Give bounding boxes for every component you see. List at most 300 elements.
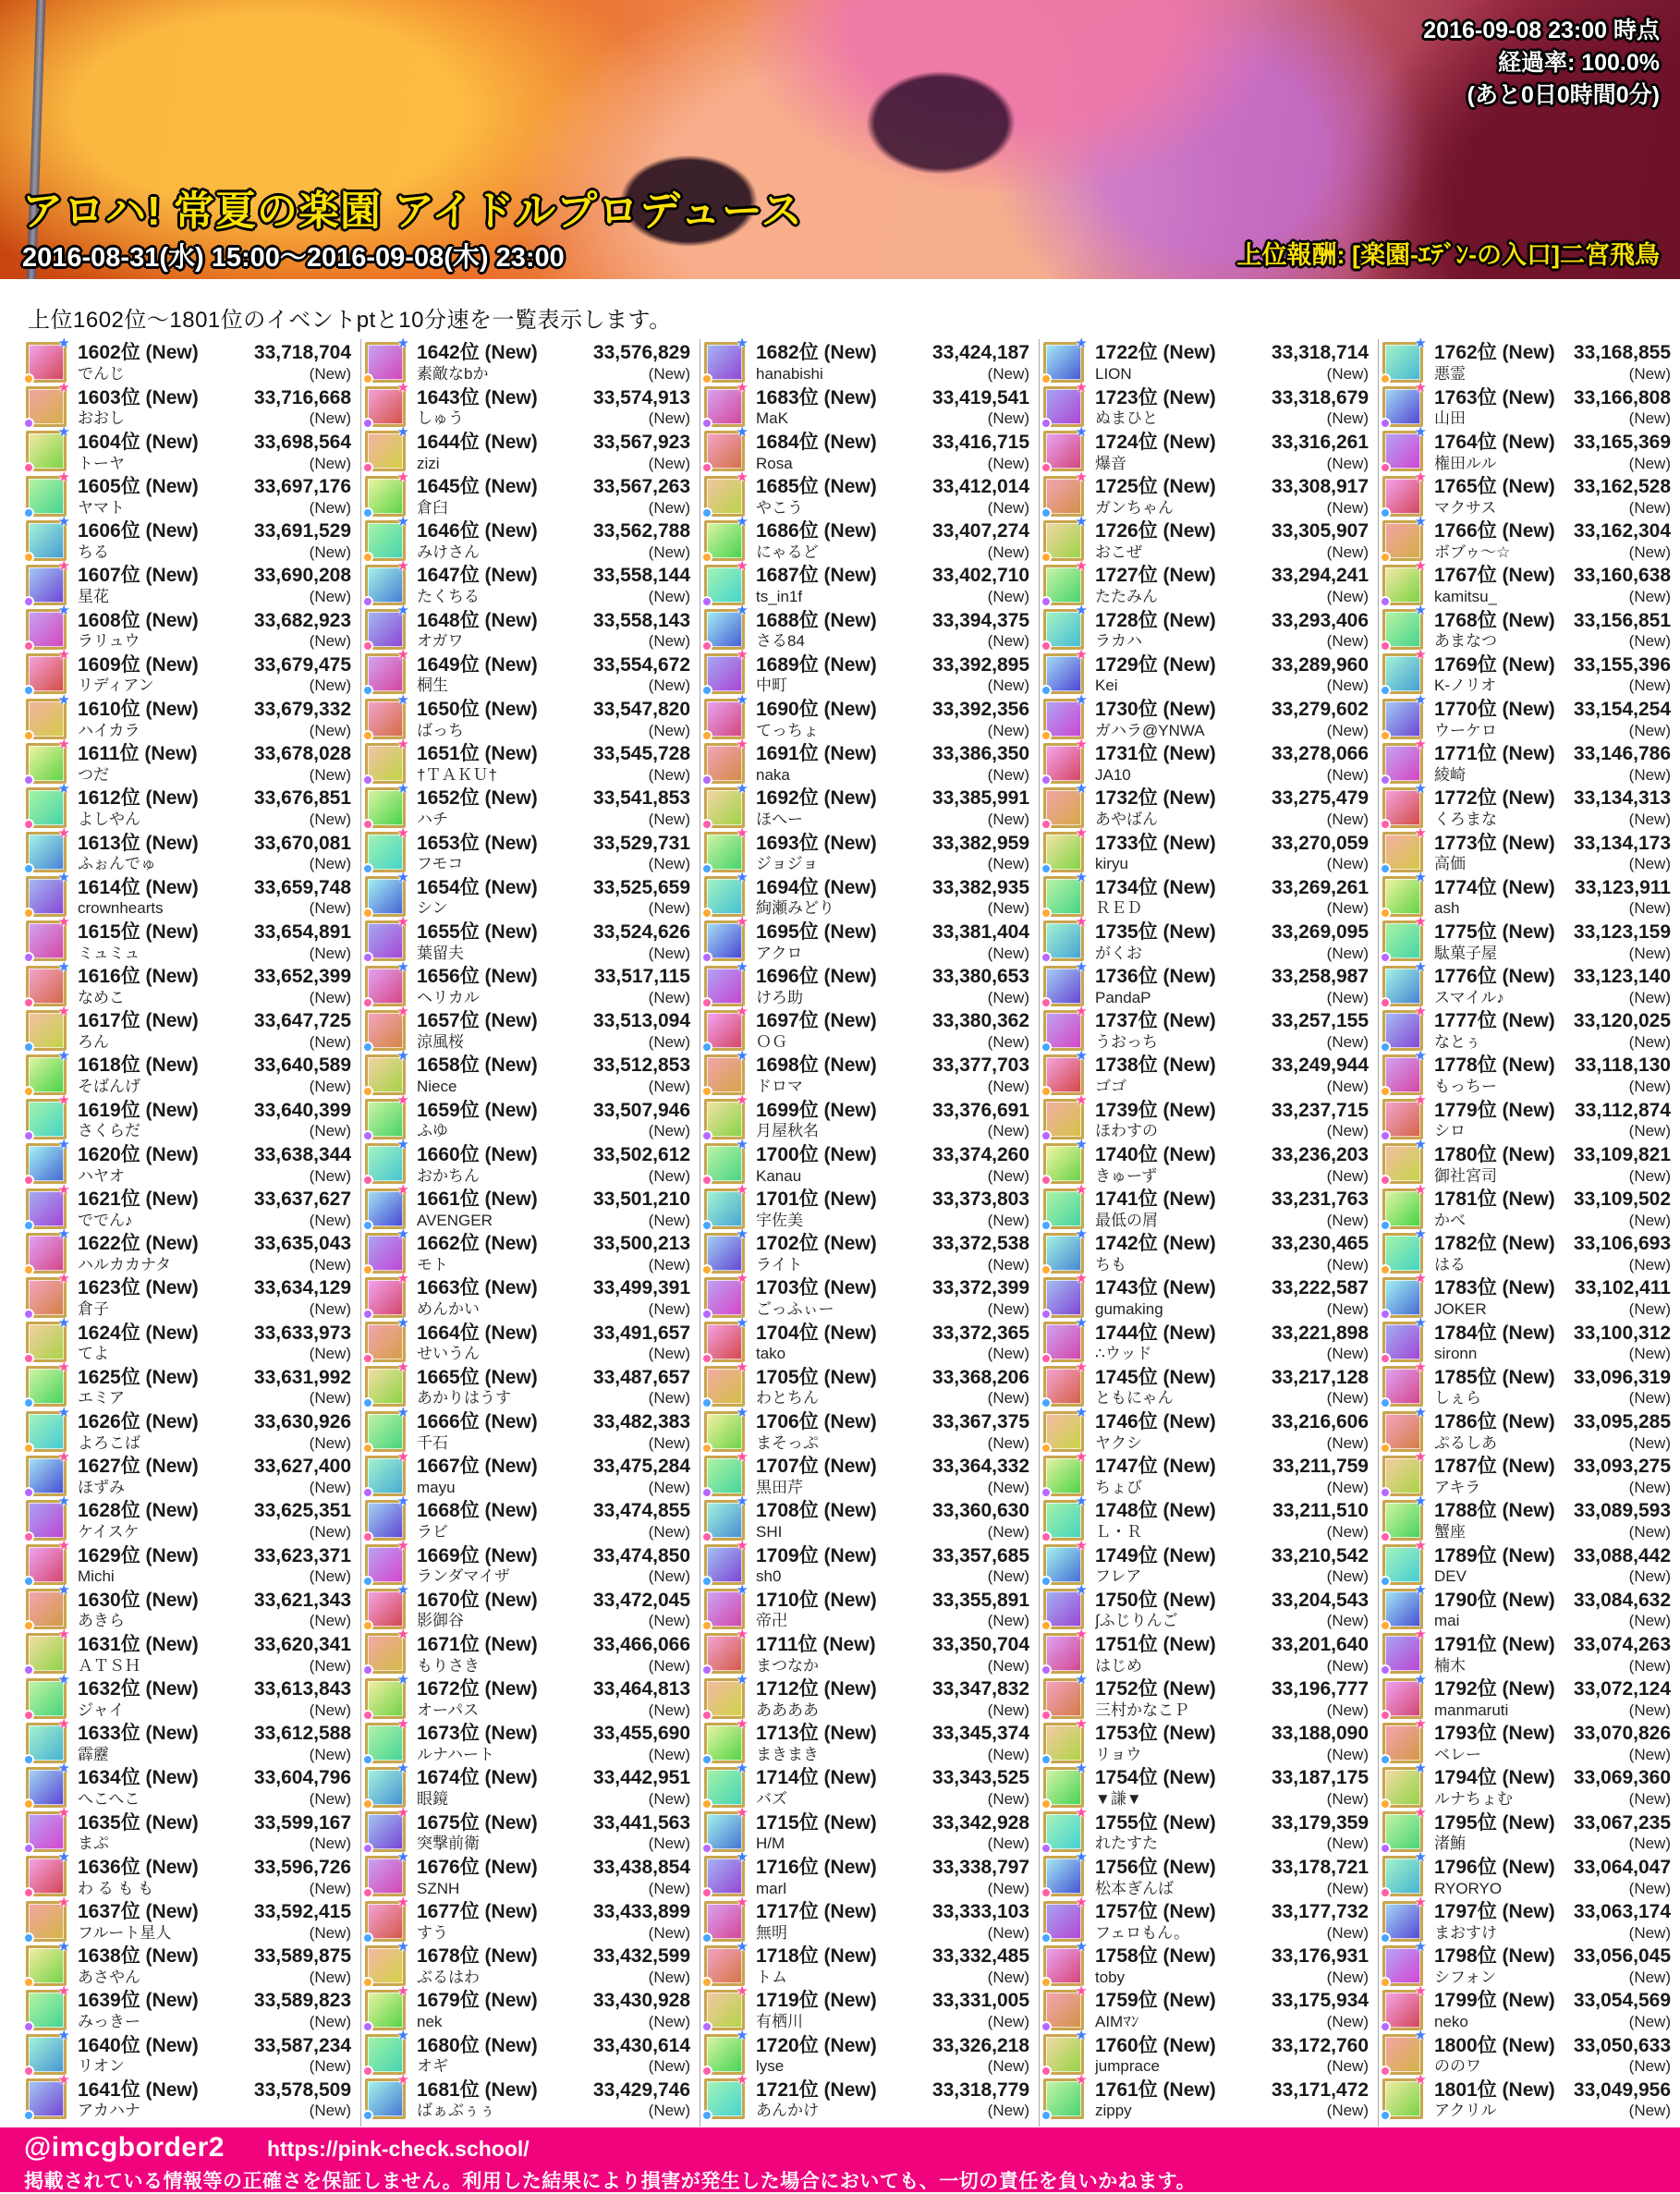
event-points: 33,367,375 <box>931 1410 1029 1432</box>
star-icon: ★ <box>57 825 70 842</box>
event-points: 33,466,066 <box>592 1633 690 1655</box>
entry-info <box>756 698 1039 742</box>
star-icon: ★ <box>1075 825 1088 842</box>
ranking-entry <box>1382 647 1680 697</box>
speed-new-label: (New) <box>1326 811 1369 829</box>
star-icon: ★ <box>1414 914 1427 931</box>
attribute-badge-icon <box>1041 1130 1052 1141</box>
rank-label: 1727位 (New) <box>1095 565 1216 587</box>
attribute-badge-icon <box>1041 774 1052 786</box>
ranking-column-2 <box>361 335 700 2127</box>
idol-avatar <box>704 780 749 828</box>
attribute-badge-icon <box>701 1710 712 1721</box>
ranking-entry <box>704 1538 1039 1588</box>
attribute-badge-icon <box>362 952 373 963</box>
idol-avatar <box>1043 825 1088 872</box>
ranking-entry <box>1043 1805 1378 1855</box>
player-name: もっちー <box>1434 1078 1497 1096</box>
event-points: 33,430,614 <box>592 2034 690 2056</box>
event-points: 33,635,043 <box>253 1233 351 1255</box>
event-points: 33,541,853 <box>592 787 690 810</box>
snapshot-info <box>1423 15 1660 112</box>
entry-info <box>756 786 1039 831</box>
player-name: 倉子 <box>78 1300 109 1319</box>
ranking-entry <box>1043 603 1378 652</box>
speed-new-label: (New) <box>987 676 1029 695</box>
event-points: 33,430,928 <box>592 1990 690 2012</box>
entry-info <box>417 1009 700 1054</box>
ranking-entry <box>704 1671 1039 1722</box>
speed-new-label: (New) <box>309 1745 351 1763</box>
event-points: 33,172,760 <box>1271 2034 1369 2056</box>
entry-info <box>1434 1543 1680 1588</box>
entry-info <box>1095 1009 1378 1054</box>
star-icon: ★ <box>396 1582 409 1599</box>
player-name: オガワ <box>417 632 464 651</box>
player-name: hanabishi <box>756 365 823 384</box>
attribute-badge-icon <box>362 1798 373 1810</box>
idol-avatar <box>26 1092 70 1140</box>
idol-avatar <box>1043 870 1088 917</box>
rank-label: 1735位 (New) <box>1095 920 1216 943</box>
rank-label: 1732位 (New) <box>1095 787 1216 810</box>
entry-info <box>78 1098 360 1142</box>
rank-label: 1681位 (New) <box>417 2078 538 2101</box>
event-points: 33,249,944 <box>1271 1054 1369 1077</box>
event-points: 33,578,509 <box>253 2078 351 2101</box>
ranking-column-3 <box>700 335 1040 2127</box>
event-points: 33,332,485 <box>931 1945 1029 1968</box>
idol-avatar <box>1382 825 1427 872</box>
entry-info <box>417 341 700 385</box>
speed-new-label: (New) <box>987 944 1029 962</box>
attribute-badge-icon <box>1380 997 1391 1008</box>
idol-avatar <box>704 1982 749 2030</box>
player-name: JOKER <box>1434 1300 1487 1319</box>
rank-label: 1790位 (New) <box>1434 1589 1555 1611</box>
ranking-column-1 <box>22 335 361 2127</box>
speed-new-label: (New) <box>648 1478 690 1496</box>
speed-new-label: (New) <box>1628 1567 1671 1586</box>
event-points: 33,382,935 <box>931 876 1029 898</box>
ranking-entry <box>26 1493 360 1543</box>
ranking-entry <box>1043 958 1378 1009</box>
speed-new-label: (New) <box>1326 365 1369 384</box>
idol-avatar <box>365 1582 409 1629</box>
rank-label: 1722位 (New) <box>1095 342 1216 364</box>
speed-new-label: (New) <box>987 1032 1029 1051</box>
attribute-badge-icon <box>1380 1443 1391 1454</box>
rank-label: 1711位 (New) <box>756 1633 876 1655</box>
star-icon: ★ <box>736 1493 749 1509</box>
star-icon: ★ <box>1414 1493 1427 1509</box>
entry-info <box>1434 1677 1680 1722</box>
attribute-badge-icon <box>1041 863 1052 874</box>
ranking-entry <box>26 335 360 385</box>
idol-avatar <box>1043 958 1088 1006</box>
speed-new-label: (New) <box>1628 988 1671 1006</box>
ranking-entry <box>1382 870 1680 920</box>
idol-avatar <box>1382 1715 1427 1763</box>
player-name: シフォン <box>1434 1968 1497 1986</box>
speed-new-label: (New) <box>1628 454 1671 472</box>
speed-new-label: (New) <box>987 632 1029 651</box>
event-points: 33,525,659 <box>592 876 690 898</box>
event-points: 33,517,115 <box>594 966 690 988</box>
entry-info <box>1095 831 1378 875</box>
idol-avatar <box>1043 1627 1088 1674</box>
speed-new-label: (New) <box>987 1567 1029 1586</box>
event-points: 33,599,167 <box>253 1811 351 1834</box>
entry-info <box>417 1321 700 1365</box>
star-icon: ★ <box>736 914 749 931</box>
event-points: 33,237,715 <box>1271 1099 1369 1121</box>
idol-avatar <box>1043 469 1088 517</box>
speed-new-label: (New) <box>1326 2057 1369 2076</box>
star-icon: ★ <box>1414 513 1427 530</box>
rank-label: 1698位 (New) <box>756 1054 877 1077</box>
idol-avatar <box>26 1849 70 1896</box>
star-icon: ★ <box>57 2028 70 2044</box>
idol-avatar <box>365 1448 409 1496</box>
event-points: 33,211,510 <box>1272 1500 1369 1522</box>
speed-new-label: (New) <box>1628 498 1671 517</box>
idol-avatar <box>1382 513 1427 561</box>
speed-new-label: (New) <box>648 721 690 739</box>
player-name: ラカハ <box>1095 632 1142 651</box>
event-points: 33,576,829 <box>592 342 690 364</box>
idol-avatar <box>704 513 749 561</box>
attribute-badge-icon <box>1380 2110 1391 2121</box>
player-name: にゃるど <box>756 542 819 561</box>
star-icon: ★ <box>396 1538 409 1554</box>
attribute-badge-icon <box>701 1664 712 1676</box>
speed-new-label: (New) <box>1326 542 1369 561</box>
entry-info <box>756 920 1039 964</box>
entry-info <box>1434 1989 1680 2033</box>
ranking-entry <box>1043 1359 1378 1409</box>
ranking-entry <box>1382 1225 1680 1276</box>
idol-avatar <box>26 1671 70 1719</box>
rank-label: 1652位 (New) <box>417 787 538 810</box>
rank-label: 1776位 (New) <box>1434 966 1555 988</box>
speed-new-label: (New) <box>987 1923 1029 1942</box>
ranking-entry <box>1382 780 1680 831</box>
speed-new-label: (New) <box>309 1612 351 1630</box>
event-points: 33,631,992 <box>253 1366 351 1388</box>
speed-new-label: (New) <box>309 2057 351 2076</box>
star-icon: ★ <box>57 1982 70 1999</box>
event-points: 33,258,987 <box>1271 966 1369 988</box>
idol-avatar <box>1382 1225 1427 1274</box>
attribute-badge-icon <box>23 1220 34 1231</box>
attribute-badge-icon <box>701 1620 712 1631</box>
speed-new-label: (New) <box>648 1656 690 1675</box>
speed-new-label: (New) <box>648 1523 690 1542</box>
player-name: 葉留夫 <box>417 944 464 962</box>
event-points: 33,278,066 <box>1271 743 1369 765</box>
player-name: sironn <box>1434 1345 1478 1363</box>
ranking-entry <box>704 380 1039 430</box>
ranking-entry <box>26 1582 360 1632</box>
star-icon: ★ <box>736 1270 749 1286</box>
entry-info <box>1095 1410 1378 1455</box>
event-points: 33,257,155 <box>1271 1010 1369 1032</box>
idol-avatar <box>704 870 749 917</box>
event-points: 33,502,612 <box>592 1143 690 1165</box>
star-icon: ★ <box>57 469 70 485</box>
event-points: 33,162,304 <box>1573 520 1671 542</box>
speed-new-label: (New) <box>309 2013 351 2031</box>
rank-label: 1627位 (New) <box>78 1456 199 1478</box>
idol-avatar <box>1382 1849 1427 1896</box>
star-icon: ★ <box>396 557 409 574</box>
speed-new-label: (New) <box>1628 2057 1671 2076</box>
ranking-entry <box>365 424 700 474</box>
player-name: †ＴＡＫＵ† <box>417 765 497 784</box>
player-name: ラリュウ <box>78 632 140 651</box>
event-points: 33,373,803 <box>931 1188 1029 1211</box>
rank-label: 1730位 (New) <box>1095 698 1216 720</box>
attribute-badge-icon <box>1041 1977 1052 1988</box>
idol-avatar <box>1382 603 1427 650</box>
rank-label: 1623位 (New) <box>78 1277 199 1299</box>
player-name: lyse <box>756 2057 785 2076</box>
rank-label: 1721位 (New) <box>756 2078 877 2101</box>
rank-label: 1656位 (New) <box>417 966 538 988</box>
twitter-handle: @imcgborder2 <box>24 2132 225 2163</box>
event-points: 33,289,960 <box>1271 653 1369 676</box>
speed-new-label: (New) <box>987 721 1029 739</box>
event-points: 33,350,704 <box>931 1633 1029 1655</box>
event-points: 33,507,946 <box>592 1099 690 1121</box>
star-icon: ★ <box>57 1048 70 1064</box>
ranking-entry <box>365 1715 700 1766</box>
entry-info <box>756 1944 1039 1989</box>
rank-label: 1791位 (New) <box>1434 1633 1555 1655</box>
star-icon: ★ <box>396 914 409 931</box>
ranking-entry <box>26 825 360 875</box>
event-points: 33,294,241 <box>1271 565 1369 587</box>
event-points: 33,275,479 <box>1271 787 1369 810</box>
entry-info <box>78 2033 360 2078</box>
rank-label: 1767位 (New) <box>1434 565 1555 587</box>
idol-avatar <box>365 1003 409 1051</box>
player-name: sh0 <box>756 1567 782 1586</box>
attribute-badge-icon <box>362 1843 373 1854</box>
rank-label: 1768位 (New) <box>1434 609 1555 631</box>
idol-avatar <box>704 1849 749 1896</box>
entry-info <box>417 1810 700 1855</box>
star-icon: ★ <box>1075 1448 1088 1465</box>
speed-new-label: (New) <box>309 1790 351 1809</box>
attribute-badge-icon <box>23 552 34 563</box>
event-points: 33,432,599 <box>592 1945 690 1968</box>
attribute-badge-icon <box>1380 1754 1391 1765</box>
ranking-entry <box>1382 1982 1680 2033</box>
event-points: 33,154,254 <box>1573 698 1671 720</box>
ranking-entry <box>1043 1404 1378 1455</box>
idol-avatar <box>365 380 409 427</box>
idol-avatar <box>704 1493 749 1541</box>
star-icon: ★ <box>736 1003 749 1019</box>
star-icon: ★ <box>736 603 749 619</box>
star-icon: ★ <box>57 335 70 351</box>
speed-new-label: (New) <box>309 1523 351 1542</box>
event-points: 33,165,369 <box>1573 431 1671 453</box>
rank-label: 1704位 (New) <box>756 1322 877 1344</box>
entry-info <box>1095 1188 1378 1232</box>
attribute-badge-icon <box>23 1042 34 1053</box>
entry-info <box>756 965 1039 1009</box>
player-name: ヤマト <box>78 498 125 517</box>
event-points: 33,592,415 <box>253 1901 351 1923</box>
idol-avatar <box>1382 736 1427 784</box>
player-name: あかりはうす <box>417 1389 511 1408</box>
rank-label: 1646位 (New) <box>417 520 538 542</box>
ranking-entry <box>26 469 360 519</box>
attribute-badge-icon <box>1041 1664 1052 1676</box>
entry-info <box>417 1098 700 1142</box>
event-points: 33,355,891 <box>931 1589 1029 1611</box>
player-name: しゅう <box>417 409 464 428</box>
ranking-entry <box>1382 1894 1680 1944</box>
speed-new-label: (New) <box>987 1078 1029 1096</box>
event-points: 33,529,731 <box>592 832 690 854</box>
event-points: 33,230,465 <box>1271 1233 1369 1255</box>
star-icon: ★ <box>1075 691 1088 708</box>
attribute-badge-icon <box>1041 997 1052 1008</box>
speed-new-label: (New) <box>987 1656 1029 1675</box>
idol-avatar <box>704 958 749 1006</box>
rank-label: 1608位 (New) <box>78 609 199 631</box>
ranking-entry <box>365 469 700 519</box>
ranking-entry <box>365 1181 700 1232</box>
entry-info <box>78 1722 360 1766</box>
attribute-badge-icon <box>1380 908 1391 919</box>
ranking-entry <box>1382 335 1680 385</box>
player-name: ルナハート <box>417 1745 494 1763</box>
entry-info <box>78 608 360 652</box>
rank-label: 1729位 (New) <box>1095 653 1216 676</box>
entry-info <box>1095 1677 1378 1722</box>
attribute-badge-icon <box>23 1798 34 1810</box>
event-points: 33,613,843 <box>253 1678 351 1700</box>
player-name: 爆音 <box>1095 454 1126 472</box>
speed-new-label: (New) <box>1326 1700 1369 1719</box>
player-name: つだ <box>78 765 109 784</box>
rank-label: 1725位 (New) <box>1095 476 1216 498</box>
event-points: 33,360,630 <box>931 1500 1029 1522</box>
player-name: 霹靂 <box>78 1745 109 1763</box>
player-name: tako <box>756 1345 786 1363</box>
entry-info <box>756 1543 1039 1588</box>
star-icon: ★ <box>736 691 749 708</box>
site-url-link[interactable]: https://pink-check.school/ <box>266 2137 530 2161</box>
ranking-entry <box>26 1315 360 1365</box>
speed-new-label: (New) <box>309 1834 351 1853</box>
star-icon: ★ <box>1414 469 1427 485</box>
entry-info <box>78 430 360 474</box>
event-points: 33,120,025 <box>1573 1010 1671 1032</box>
star-icon: ★ <box>57 691 70 708</box>
attribute-badge-icon <box>1380 2066 1391 2077</box>
idol-avatar <box>365 958 409 1006</box>
speed-new-label: (New) <box>648 1122 690 1140</box>
attribute-badge-icon <box>362 507 373 518</box>
idol-avatar <box>26 1894 70 1942</box>
idol-avatar <box>1382 1493 1427 1541</box>
player-name: ぶるはわ <box>417 1968 480 1986</box>
idol-avatar <box>1382 870 1427 917</box>
speed-new-label: (New) <box>987 855 1029 873</box>
ranking-entry <box>704 1048 1039 1098</box>
star-icon: ★ <box>1414 1359 1427 1376</box>
event-points: 33,574,913 <box>592 386 690 408</box>
entry-info <box>78 1944 360 1989</box>
speed-new-label: (New) <box>987 1745 1029 1763</box>
ranking-entry <box>365 1805 700 1855</box>
speed-new-label: (New) <box>1326 721 1369 739</box>
speed-new-label: (New) <box>1326 1345 1369 1363</box>
idol-avatar <box>26 2072 70 2119</box>
star-icon: ★ <box>1414 691 1427 708</box>
attribute-badge-icon <box>362 640 373 652</box>
speed-new-label: (New) <box>1326 498 1369 517</box>
ranking-entry <box>704 1181 1039 1232</box>
rank-label: 1770位 (New) <box>1434 698 1555 720</box>
idol-avatar <box>1043 1448 1088 1496</box>
idol-avatar <box>365 1137 409 1184</box>
attribute-badge-icon <box>1041 552 1052 563</box>
idol-avatar <box>26 1181 70 1229</box>
entry-info <box>756 564 1039 608</box>
rank-label: 1701位 (New) <box>756 1188 877 1211</box>
entry-info <box>78 698 360 742</box>
star-icon: ★ <box>57 1582 70 1599</box>
event-points: 33,620,341 <box>253 1633 351 1655</box>
event-points: 33,412,014 <box>931 476 1029 498</box>
entry-info <box>756 1098 1039 1142</box>
rank-label: 1675位 (New) <box>417 1811 538 1834</box>
player-name: トーヤ <box>78 454 125 472</box>
star-icon: ★ <box>1414 1092 1427 1109</box>
idol-avatar <box>704 1938 749 1986</box>
rank-label: 1647位 (New) <box>417 565 538 587</box>
star-icon: ★ <box>1075 1404 1088 1420</box>
entry-info <box>417 698 700 742</box>
speed-new-label: (New) <box>1326 1923 1369 1942</box>
attribute-badge-icon <box>1041 1710 1052 1721</box>
speed-new-label: (New) <box>987 1300 1029 1319</box>
speed-new-label: (New) <box>1628 1345 1671 1363</box>
rank-label: 1741位 (New) <box>1095 1188 1216 1211</box>
idol-avatar <box>26 736 70 784</box>
rank-label: 1792位 (New) <box>1434 1678 1555 1700</box>
event-points: 33,318,714 <box>1271 342 1369 364</box>
entry-info <box>417 608 700 652</box>
speed-new-label: (New) <box>1326 1790 1369 1809</box>
event-points: 33,293,406 <box>1271 609 1369 631</box>
rank-label: 1753位 (New) <box>1095 1723 1216 1745</box>
ranking-entry <box>365 1359 700 1409</box>
idol-avatar <box>1382 424 1427 471</box>
player-name: ででん♪ <box>78 1211 133 1229</box>
entry-info <box>78 831 360 875</box>
speed-new-label: (New) <box>309 1433 351 1452</box>
player-name: たくちる <box>417 588 480 606</box>
ranking-entry <box>26 557 360 608</box>
